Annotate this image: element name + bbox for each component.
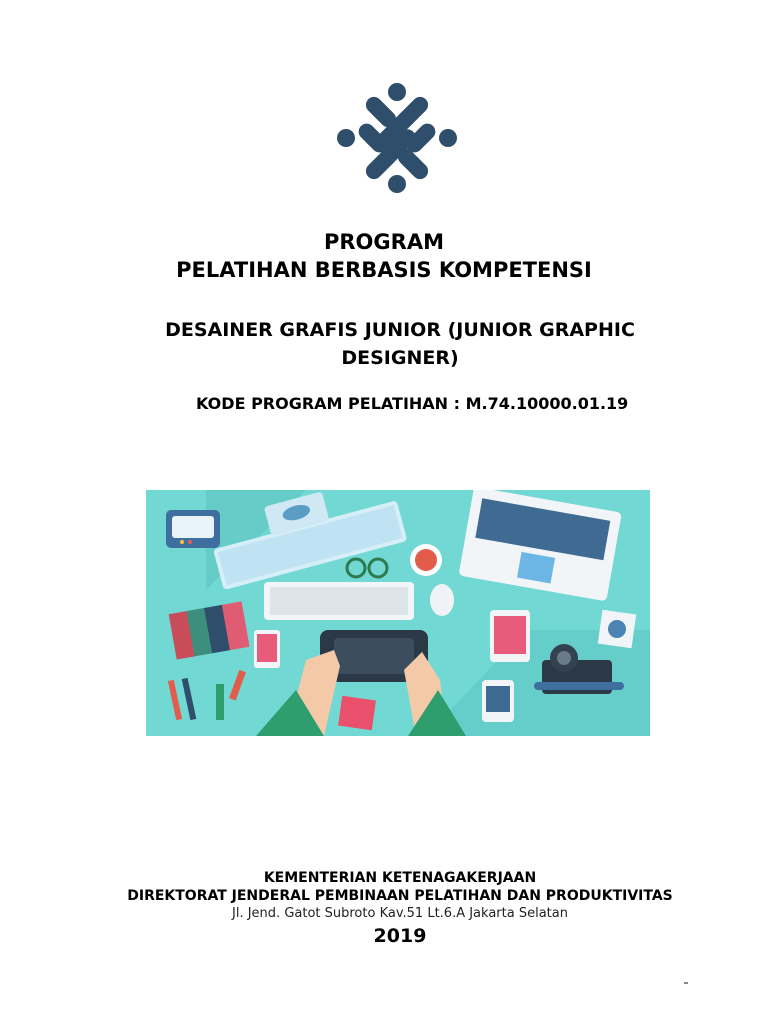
- title-line-2: PELATIHAN BERBASIS KOMPETENSI: [176, 258, 592, 282]
- directorate-name: DIREKTORAT JENDERAL PEMBINAAN PELATIHAN DAN PRODUKTIVITAS: [127, 888, 673, 904]
- title-line-1: PROGRAM: [324, 230, 444, 254]
- page-mark: [684, 982, 688, 984]
- designer-workspace-illustration: [146, 490, 650, 736]
- program-code: KODE PROGRAM PELATIHAN : M.74.10000.01.19: [196, 394, 629, 413]
- address: Jl. Jend. Gatot Subroto Kav.51 Lt.6.A Jakarta Selatan: [232, 906, 568, 921]
- ministry-name: KEMENTERIAN KETENAGAKERJAAN: [263, 870, 537, 886]
- ministry-logo: [334, 80, 460, 196]
- program-subtitle: DESAINER GRAFIS JUNIOR (JUNIOR GRAPHIC DESIGNER): [165, 319, 635, 369]
- year: 2019: [373, 925, 427, 947]
